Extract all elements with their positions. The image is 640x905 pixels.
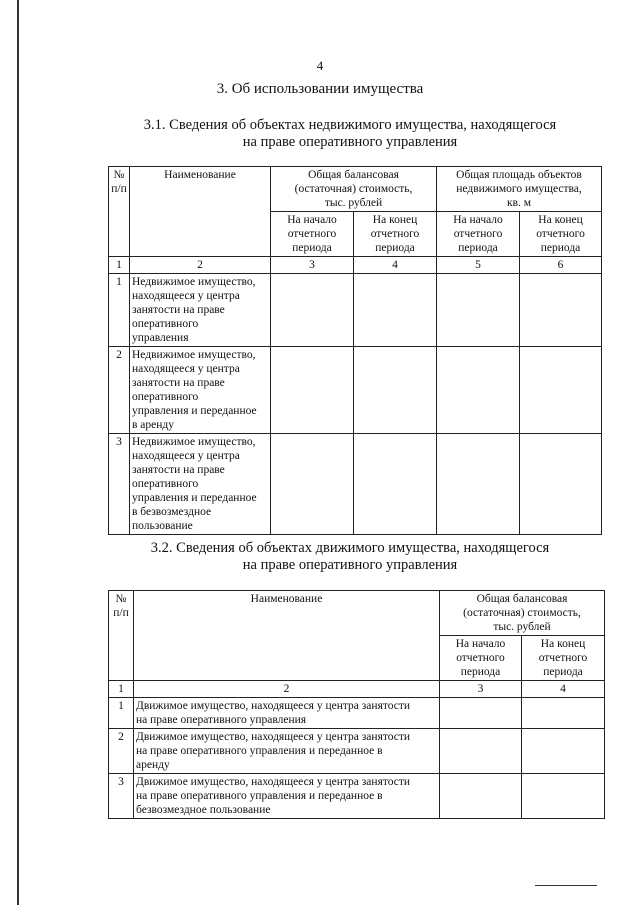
value-cell [520, 347, 602, 434]
col-number: 4 [354, 257, 437, 274]
page-number: 4 [316, 58, 324, 73]
row-num: 1 [109, 698, 134, 729]
table-row [109, 434, 602, 535]
value-cell [520, 274, 602, 347]
column-number-row [109, 681, 605, 698]
header-num: № п/п [109, 167, 130, 257]
col-number: 2 [130, 257, 271, 274]
header-cost-start: На начало отчетного периода [271, 212, 354, 257]
value-cell [520, 434, 602, 535]
row-num: 3 [109, 774, 134, 819]
col-number: 1 [109, 257, 130, 274]
movable-property-table [108, 590, 605, 819]
col-number: 5 [437, 257, 520, 274]
value-cell [522, 774, 605, 819]
row-num: 3 [109, 434, 130, 535]
value-cell [354, 434, 437, 535]
header-cost-end: На конец отчетного периода [522, 636, 605, 681]
header-num: № п/п [109, 591, 134, 681]
row-num: 2 [109, 347, 130, 434]
value-cell [271, 347, 354, 434]
header-cost: Общая балансовая (остаточная) стоимость, тыс. рублей [440, 591, 605, 636]
value-cell [271, 274, 354, 347]
value-cell [354, 274, 437, 347]
value-cell [522, 698, 605, 729]
col-number: 6 [520, 257, 602, 274]
value-cell [437, 347, 520, 434]
real-estate-table [108, 166, 602, 535]
value-cell [354, 347, 437, 434]
value-cell [440, 729, 522, 774]
header-cost-start: На начало отчетного периода [440, 636, 522, 681]
value-cell [440, 774, 522, 819]
header-cost-end: На конец отчетного периода [354, 212, 437, 257]
row-name: Движимое имущество, находящееся у центра занятости на праве оперативного управления и переданное в аренду [134, 729, 440, 774]
row-num: 2 [109, 729, 134, 774]
section-title: 3. Об использовании имущества [216, 81, 424, 97]
row-name: Движимое имущество, находящееся у центра занятости на праве оперативного управления и переданное в безвозмездное пользование [134, 774, 440, 819]
row-name: Недвижимое имущество, находящееся у центра занятости на праве оперативного управления [130, 274, 271, 347]
table-row [109, 274, 602, 347]
table1-title: 3.1. Сведения об объектах недвижимого имущества, находящегося на праве оперативного управления [143, 117, 557, 150]
header-name: Наименование [130, 167, 271, 257]
col-number: 1 [109, 681, 134, 698]
row-num: 1 [109, 274, 130, 347]
table-row [109, 347, 602, 434]
page-border-line [17, 0, 19, 905]
value-cell [440, 698, 522, 729]
header-area: Общая площадь объектов недвижимого имущества, кв. м [437, 167, 602, 212]
header-cost: Общая балансовая (остаточная) стоимость, тыс. рублей [271, 167, 437, 212]
header-area-end: На конец отчетного периода [520, 212, 602, 257]
value-cell [437, 434, 520, 535]
row-name: Недвижимое имущество, находящееся у центра занятости на праве оперативного управления и переданное в безвозмездное пользование [130, 434, 271, 535]
value-cell [437, 274, 520, 347]
column-number-row [109, 257, 602, 274]
value-cell [271, 434, 354, 535]
footer-line [535, 885, 597, 886]
row-name: Движимое имущество, находящееся у центра занятости на праве оперативного управления [134, 698, 440, 729]
table-row [109, 729, 605, 774]
col-number: 4 [522, 681, 605, 698]
table2-title: 3.2. Сведения об объектах движимого имущества, находящегося на праве оперативного управления [150, 540, 550, 573]
col-number: 3 [440, 681, 522, 698]
row-name: Недвижимое имущество, находящееся у центра занятости на праве оперативного управления и переданное в аренду [130, 347, 271, 434]
table-row [109, 774, 605, 819]
table-row [109, 698, 605, 729]
value-cell [522, 729, 605, 774]
col-number: 3 [271, 257, 354, 274]
header-name: Наименование [134, 591, 440, 681]
header-area-start: На начало отчетного периода [437, 212, 520, 257]
col-number: 2 [134, 681, 440, 698]
